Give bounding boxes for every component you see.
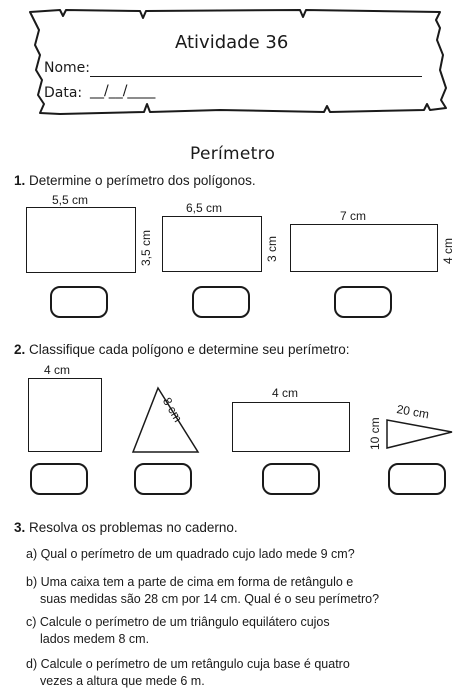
q1-rect3-width-label: 7 cm <box>340 209 367 223</box>
name-label: Nome: <box>44 60 91 76</box>
problem-a <box>26 546 355 563</box>
q2-answer-box-3[interactable] <box>262 463 320 495</box>
date-label: Data: <box>44 85 83 101</box>
problem-d-line-2: vezes a altura que mede 6 m. <box>40 674 205 688</box>
problem-d <box>26 656 350 690</box>
q2-right-triangle <box>387 420 452 448</box>
activity-title: Atividade 36 <box>175 32 289 53</box>
problem-a-line-1: a) Qual o perímetro de um quadrado cujo lado mede 9 cm? <box>26 547 355 561</box>
problem-b-line-2: suas medidas são 28 cm por 14 cm. Qual é o seu perímetro? <box>40 592 380 606</box>
q1-rect2-width-label: 6,5 cm <box>186 201 223 215</box>
question-1-text: Determine o perímetro dos polígonos. <box>29 173 256 188</box>
date-blanks: __/__/____ <box>90 83 156 99</box>
q2-answer-box-4[interactable] <box>388 463 446 495</box>
q2-right-triangle-short-label: 10 cm <box>368 417 382 450</box>
question-1-number: 1. <box>14 173 26 188</box>
q2-rectangle-label: 4 cm <box>272 386 299 400</box>
problem-c-line-2: lados medem 8 cm. <box>40 632 150 646</box>
q2-square-label: 4 cm <box>44 363 71 377</box>
problem-d-line-1: d) Calcule o perímetro de um retângulo cuja base é quatro <box>26 657 350 671</box>
q2-answer-box-2[interactable] <box>134 463 192 495</box>
section-title: Perímetro <box>190 144 276 164</box>
question-3 <box>14 520 238 535</box>
question-3-number: 3. <box>14 520 26 535</box>
q2-rectangle <box>232 402 350 452</box>
q1-rect1-width-label: 5,5 cm <box>52 193 89 207</box>
question-2-text: Classifique cada polígono e determine seu perímetro: <box>29 342 350 357</box>
problem-c <box>26 614 330 648</box>
q2-triangle-side-label: 8 cm <box>159 395 186 425</box>
q1-rect1-height-label: 3,5 cm <box>139 229 153 266</box>
question-3-text: Resolva os problemas no caderno. <box>29 520 238 535</box>
problem-b-line-1: b) Uma caixa tem a parte de cima em forma de retângulo e <box>26 575 354 589</box>
q1-rect2-height-label: 3 cm <box>265 235 279 262</box>
question-2-number: 2. <box>14 342 26 357</box>
q2-right-triangle-long-label: 20 cm <box>395 402 431 422</box>
q1-rect3-height-label: 4 cm <box>441 237 455 264</box>
problem-b <box>26 574 379 608</box>
q2-answer-box-1[interactable] <box>30 463 88 495</box>
problem-c-line-1: c) Calcule o perímetro de um triângulo equilátero cujos <box>26 615 330 629</box>
